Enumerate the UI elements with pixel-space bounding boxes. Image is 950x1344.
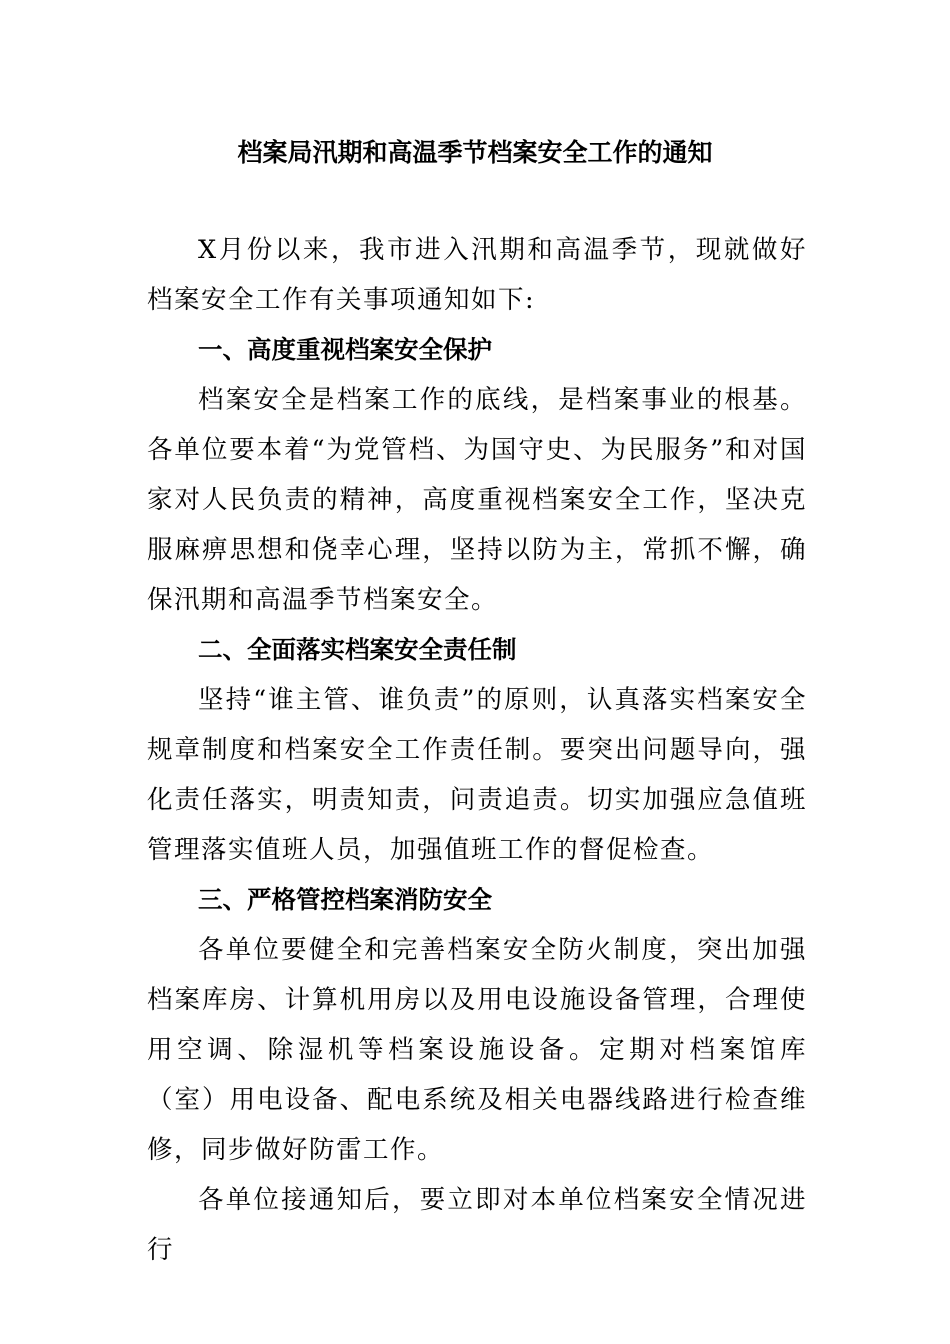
intro-paragraph: X月份以来，我市进入汛期和高温季节，现就做好档案安全工作有关事项通知如下: <box>147 235 807 315</box>
section-heading-2: 二、全面落实档案安全责任制 <box>198 635 517 664</box>
section-heading-1: 一、高度重视档案安全保护 <box>198 335 492 364</box>
section-body-2: 坚持“谁主管、谁负责”的原则，认真落实档案安全规章制度和档案安全工作责任制。要突出问题导向，强化责任落实，明责知责，问责追责。切实加强应急值班管理落实值班人员，加强值班工作的督促检查。 <box>147 685 807 865</box>
closing-paragraph: 各单位接通知后，要立即对本单位档案安全情况进行 <box>147 1185 807 1265</box>
section-body-3: 各单位要健全和完善档案安全防火制度，突出加强档案库房、计算机用房以及用电设施设备管理，合理使用空调、除湿机等档案设施设备。定期对档案馆库（室）用电设备、配电系统及相关电器线路进行检查维修，同步做好防雷工作。 <box>147 935 807 1165</box>
document-title: 档案局汛期和高温季节档案安全工作的通知 <box>237 138 713 167</box>
section-heading-3: 三、严格管控档案消防安全 <box>198 885 492 914</box>
document-body <box>147 225 807 1275</box>
section-body-1: 档案安全是档案工作的底线，是档案事业的根基。各单位要本着“为党管档、为国守史、为民服务”和对国家对人民负责的精神，高度重视档案安全工作，坚决克服麻痹思想和侥幸心理，坚持以防为主，常抓不懈，确保汛期和高温季节档案安全。 <box>147 385 807 615</box>
